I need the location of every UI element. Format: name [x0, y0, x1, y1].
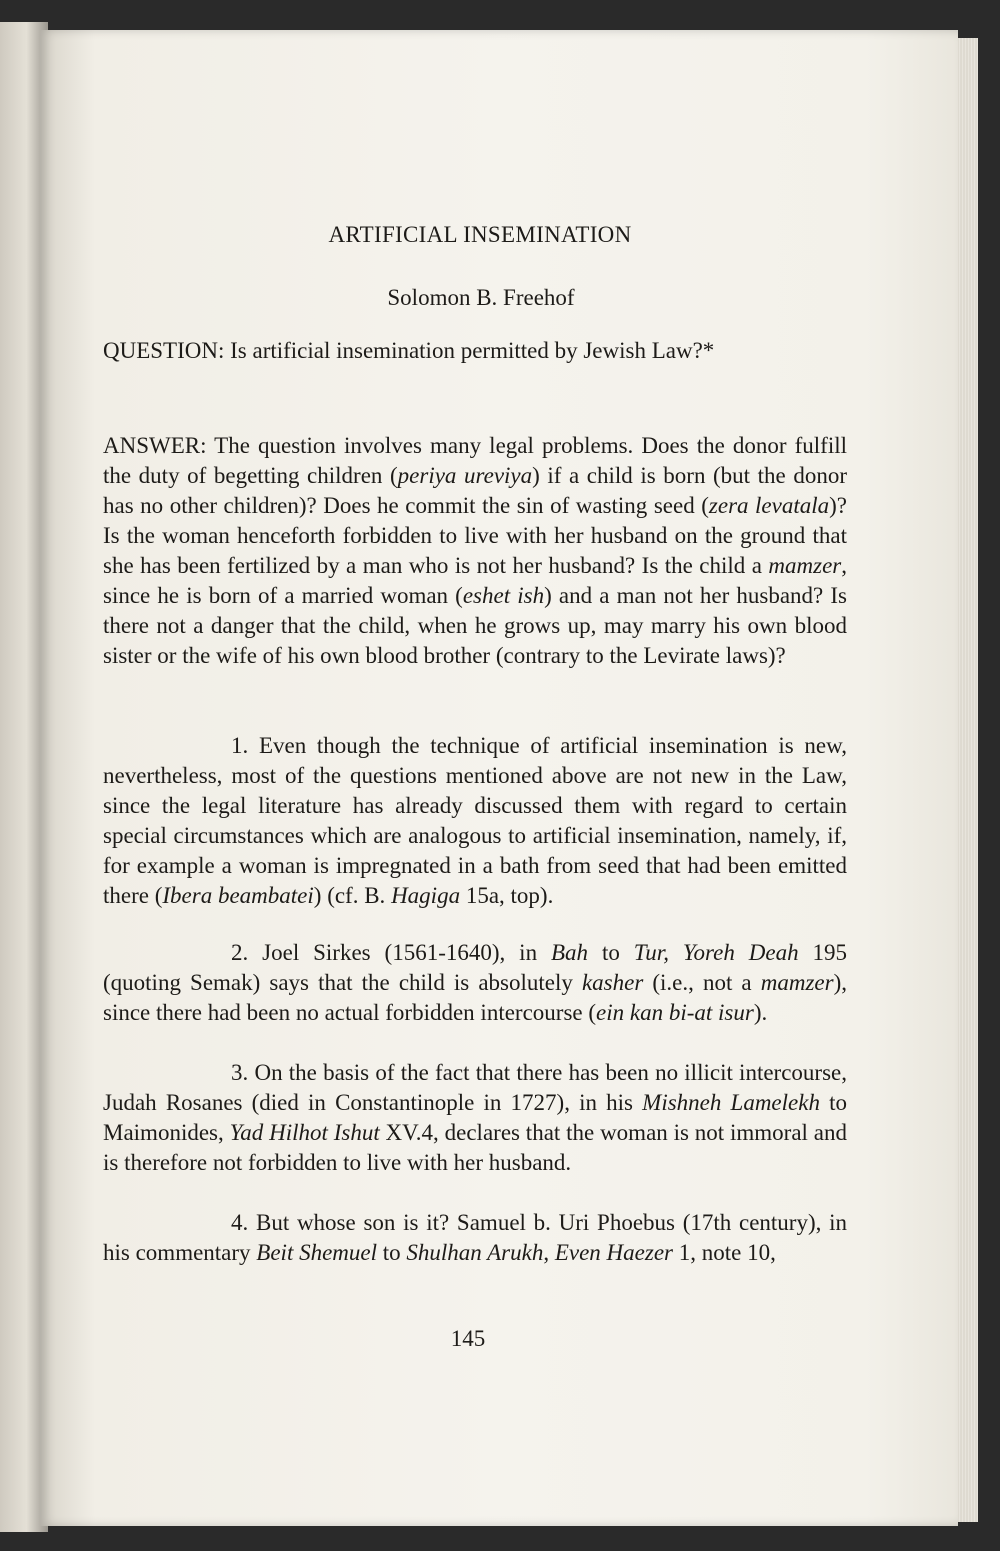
paragraph-4 [103, 1208, 847, 1268]
text-run: 3. On the basis of the fact that there has been no illicit intercourse, Judah Rosanes (died in Constantinople in 1727), in his [103, 1060, 847, 1115]
text-run: ) if a child is born (but the donor has no other children)? Does he commit the sin of wasting seed ( [103, 463, 847, 518]
text-run: 195 (quoting Semak) says that the child is absolutely [103, 940, 848, 995]
text-run: 1, note 10, [673, 1240, 776, 1265]
article-title: ARTIFICIAL INSEMINATION [328, 222, 632, 247]
italic-term: eshet ish [462, 583, 545, 608]
text-run: ) (cf. B. [313, 883, 392, 908]
text-run: ANSWER: The question involves many legal problems. Does the donor fulfill the duty of begetting children ( [103, 433, 847, 488]
italic-term: zera levatala [708, 493, 830, 518]
text-run: XV.4, declares that the woman is not immoral and is therefore not forbidden to live with her husband. [103, 1120, 847, 1175]
question-paragraph: QUESTION: Is artificial insemination permitted by Jewish Law?* [103, 338, 715, 363]
paragraph-3 [103, 1058, 847, 1178]
text-run: 2. Joel Sirkes (1561-1640), in [231, 940, 551, 965]
italic-term: Yad Hilhot Ishut [229, 1120, 380, 1145]
italic-term: Bah [551, 940, 589, 965]
text-run: ). [753, 1000, 768, 1025]
text-run: to Maimonides, [103, 1090, 847, 1145]
text-run: )? Is the woman henceforth forbidden to live with her husband on the ground that she has been fertilized by a man who is not her husband? Is the child a [103, 493, 848, 578]
paragraph-2 [103, 938, 847, 1028]
italic-term: Even Haezer [554, 1240, 673, 1265]
italic-term: Ibera beambatei [162, 883, 314, 908]
italic-term: ein kan bi-at isur [596, 1000, 754, 1025]
answer-paragraph [103, 431, 847, 671]
text-run: , since he is born of a married woman ( [103, 553, 847, 608]
italic-term: mamzer [760, 970, 834, 995]
italic-term: mamzer [768, 553, 842, 578]
text-run: 4. But whose son is it? Samuel b. Uri Phoebus (17th century), in his commentary [103, 1210, 847, 1265]
italic-term: Mishneh Lamelekh [642, 1090, 820, 1115]
italic-term: Tur, Yoreh Deah [633, 940, 799, 965]
article-author: Solomon B. Freehof [387, 285, 575, 310]
italic-term: Beit Shemuel [256, 1240, 378, 1265]
text-run: (i.e., not a [643, 970, 761, 995]
page-number: 145 [450, 1326, 486, 1351]
text-run: to [588, 940, 634, 965]
page-stack-edge [958, 38, 978, 1522]
italic-term: Hagiga [391, 883, 461, 908]
text-run: ), since there had been no actual forbidden intercourse ( [103, 970, 847, 1025]
italic-term: kasher [581, 970, 644, 995]
text-run: ) and a man not her husband? Is there not a danger that the child, when he grows up, may marry his own blood sister or the wife of his own blood brother (contrary to the Levirate laws)? [103, 583, 847, 668]
paragraph-1 [103, 731, 847, 911]
text-run: 1. Even though the technique of artificial insemination is new, nevertheless, most of the questions mentioned above are not new in the Law, since the legal literature has already discussed them with regard to certain special circumstances which are analogous to artificial insemination, namely, if, for example a woman is impregnated in a bath from seed that had been emitted there ( [103, 733, 847, 908]
text-run: to [377, 1240, 407, 1265]
text-run: 15a, top). [460, 883, 554, 908]
italic-term: Shulhan Arukh [406, 1240, 544, 1265]
text-run: , [543, 1240, 555, 1265]
italic-term: periya ureviya [397, 463, 533, 488]
